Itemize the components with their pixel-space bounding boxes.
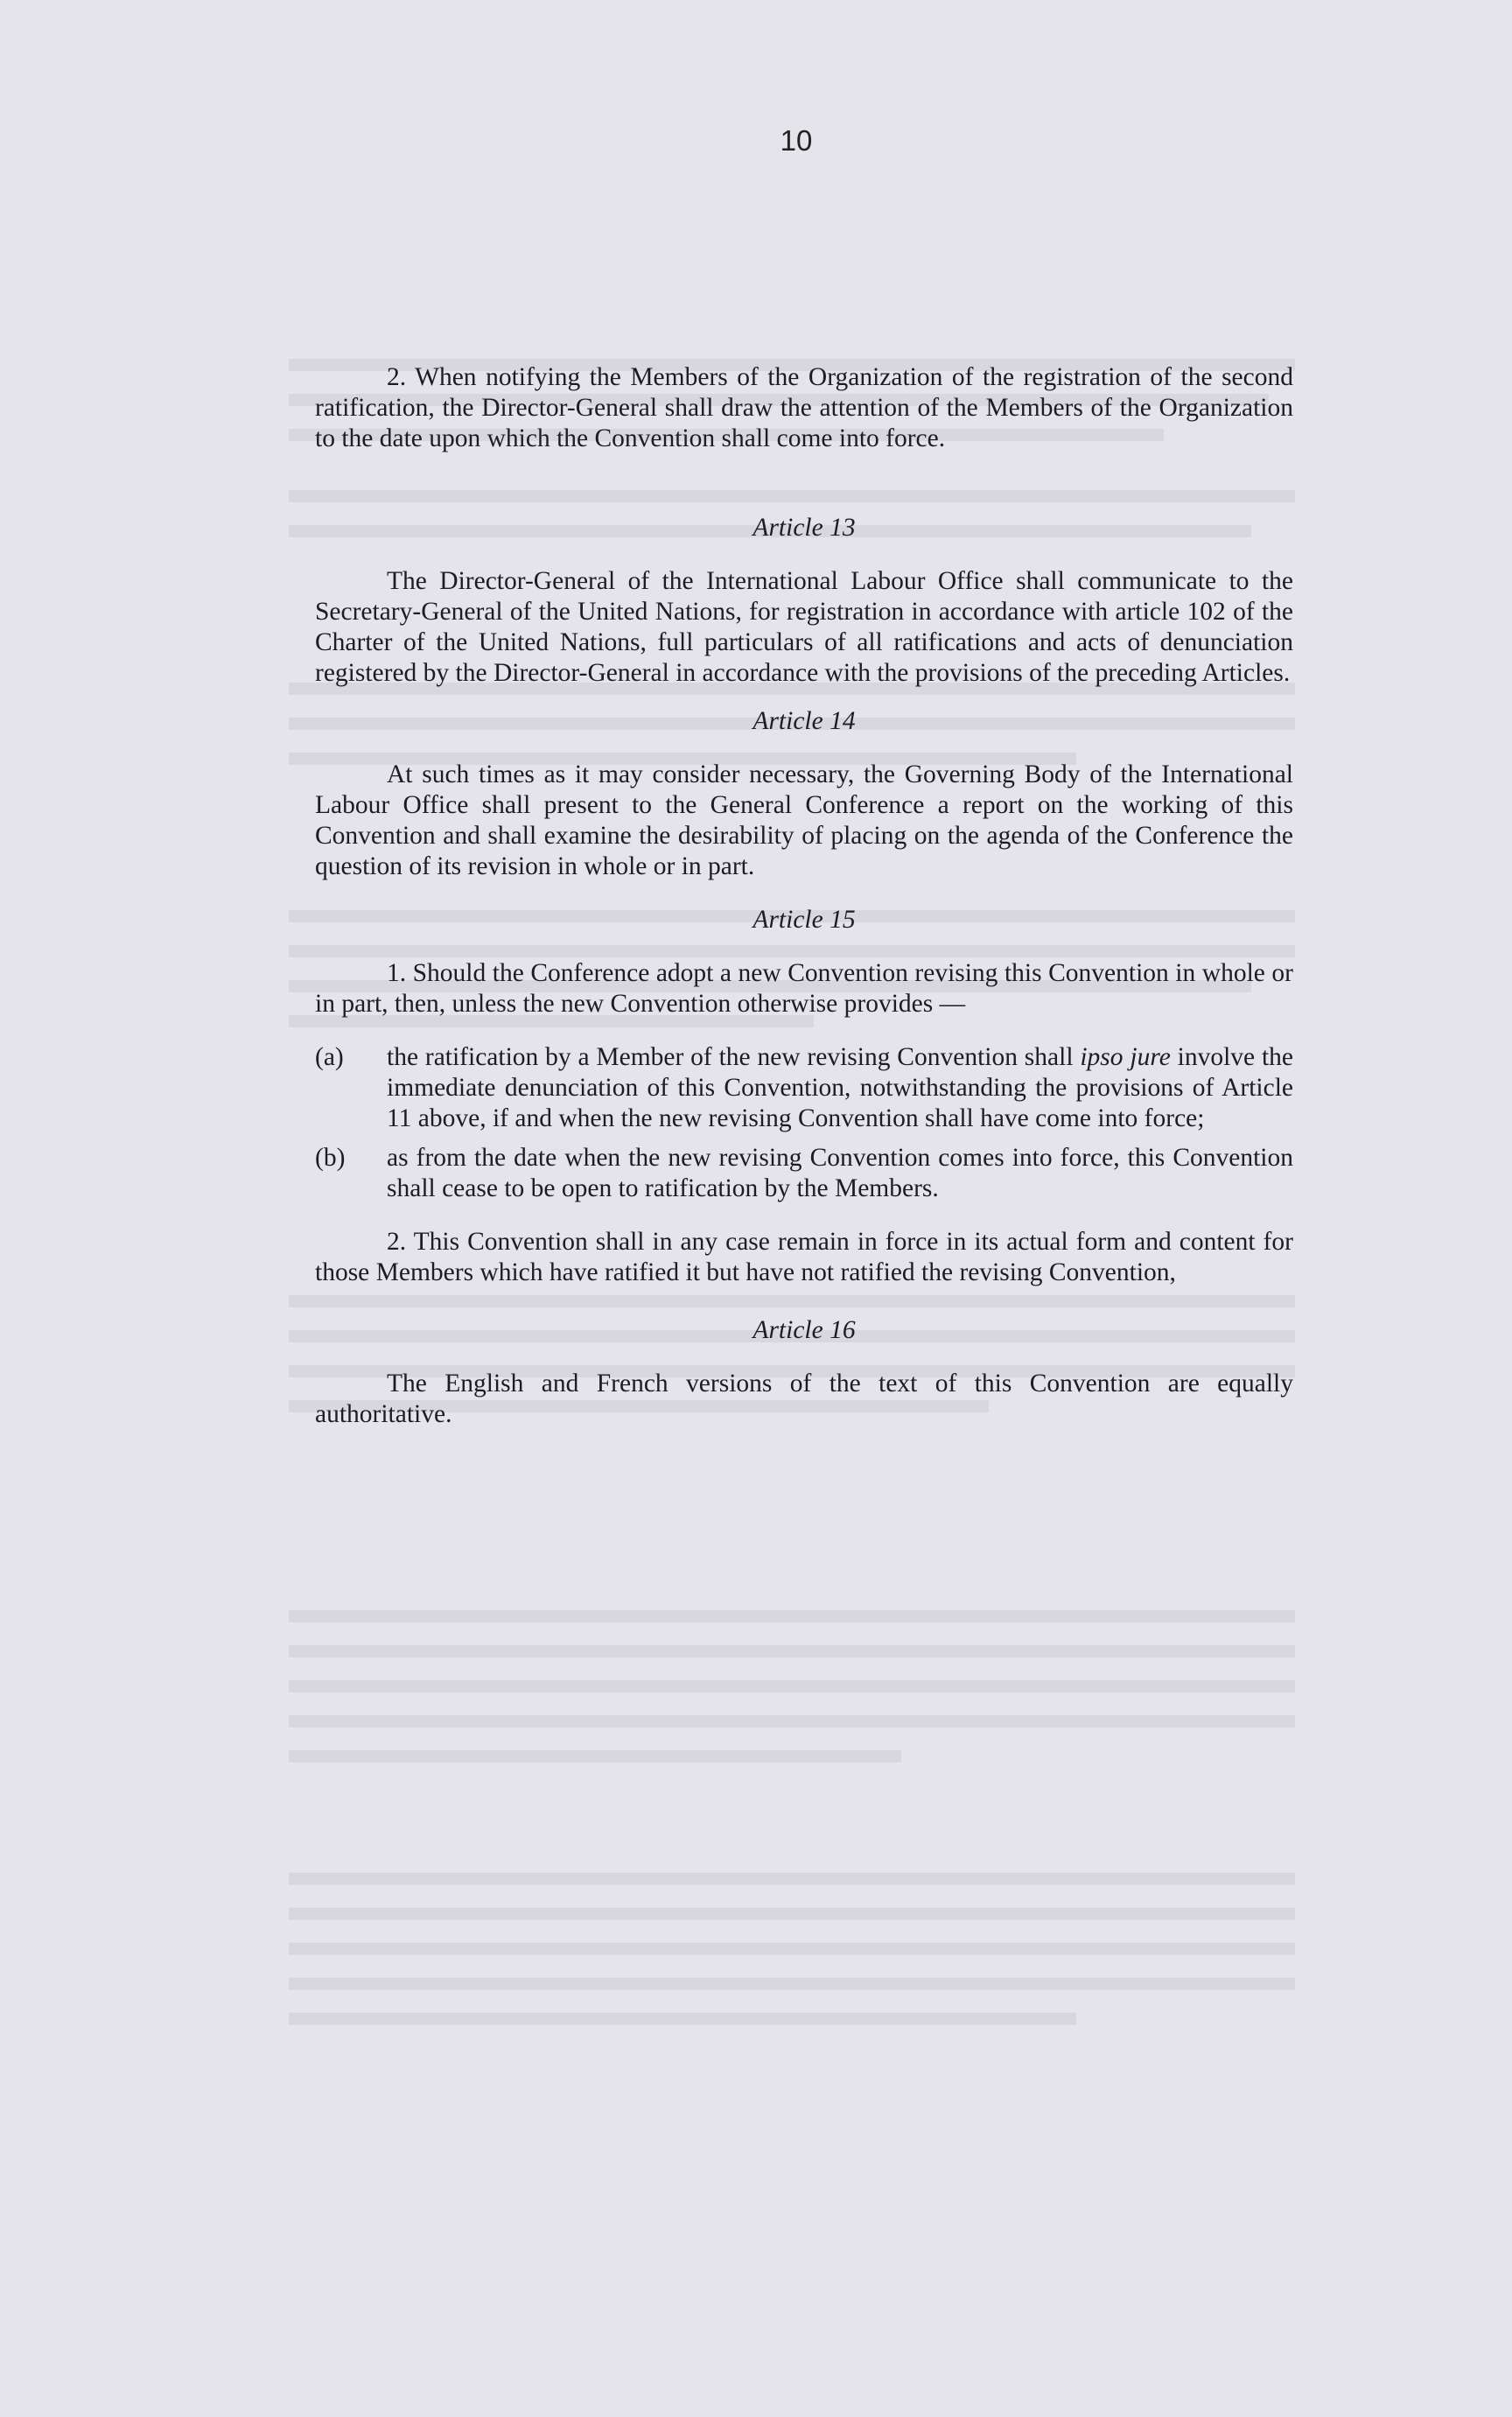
list-item-label: (b) xyxy=(315,1144,346,1172)
article-15-paragraph-2: 2. This Convention shall in any case remain in force in its actual form and content for those Members which have ratified it but have not ratified the revising Convention, xyxy=(315,1228,1293,1286)
list-item-text: the ratification by a Member of the new revising Convention shall ipso jure involve the immediate denunciation of this Convention, notwithstanding the provisions of Article 11 above, if and when the new revising Convention shall have come into force; xyxy=(387,1043,1293,1132)
article-14-heading: Article 14 xyxy=(752,707,856,735)
page-number: 10 xyxy=(780,124,813,157)
list-item xyxy=(315,1042,1293,1134)
article-13-text: The Director-General of the International Labour Office shall communicate to the Secretary-General of the United Nations, for registration in accordance with article 102 of the Charter of the United Nations, full particulars of all ratifications and acts of denunciation registered by the Director-General in accordance with the provisions of the preceding Articles. xyxy=(315,567,1293,687)
article-15-heading: Article 15 xyxy=(752,906,856,934)
latin-emphasis: ipso jure xyxy=(1080,1043,1171,1071)
article-14-text: At such times as it may consider necessary, the Governing Body of the International Labour Office shall present to the General Conference a report on the working of this Convention and shall examine the desirability of placing on the agenda of the Conference the question of its revision in whole or in part. xyxy=(315,760,1293,880)
list-item-label: (a) xyxy=(315,1043,344,1071)
document-body xyxy=(315,362,1293,1430)
article-16-text: The English and French versions of the text of this Convention are equally authoritative. xyxy=(315,1370,1293,1428)
article-16-heading: Article 16 xyxy=(752,1316,856,1344)
list-item xyxy=(315,1143,1293,1204)
list-item-text: as from the date when the new revising Convention comes into force, this Convention shall cease to be open to ratification by the Members. xyxy=(387,1144,1293,1202)
article-15-sub-list xyxy=(315,1042,1293,1204)
article-12-paragraph-2: 2. When notifying the Members of the Organization of the registration of the second ratification, the Director-General shall draw the attention of the Members of the Organization to the date upon which the Convention shall come into force. xyxy=(315,363,1293,452)
article-15-paragraph-1: 1. Should the Conference adopt a new Convention revising this Convention in whole or in part, then, unless the new Convention otherwise provides — xyxy=(315,959,1293,1018)
article-13-heading: Article 13 xyxy=(752,514,856,542)
